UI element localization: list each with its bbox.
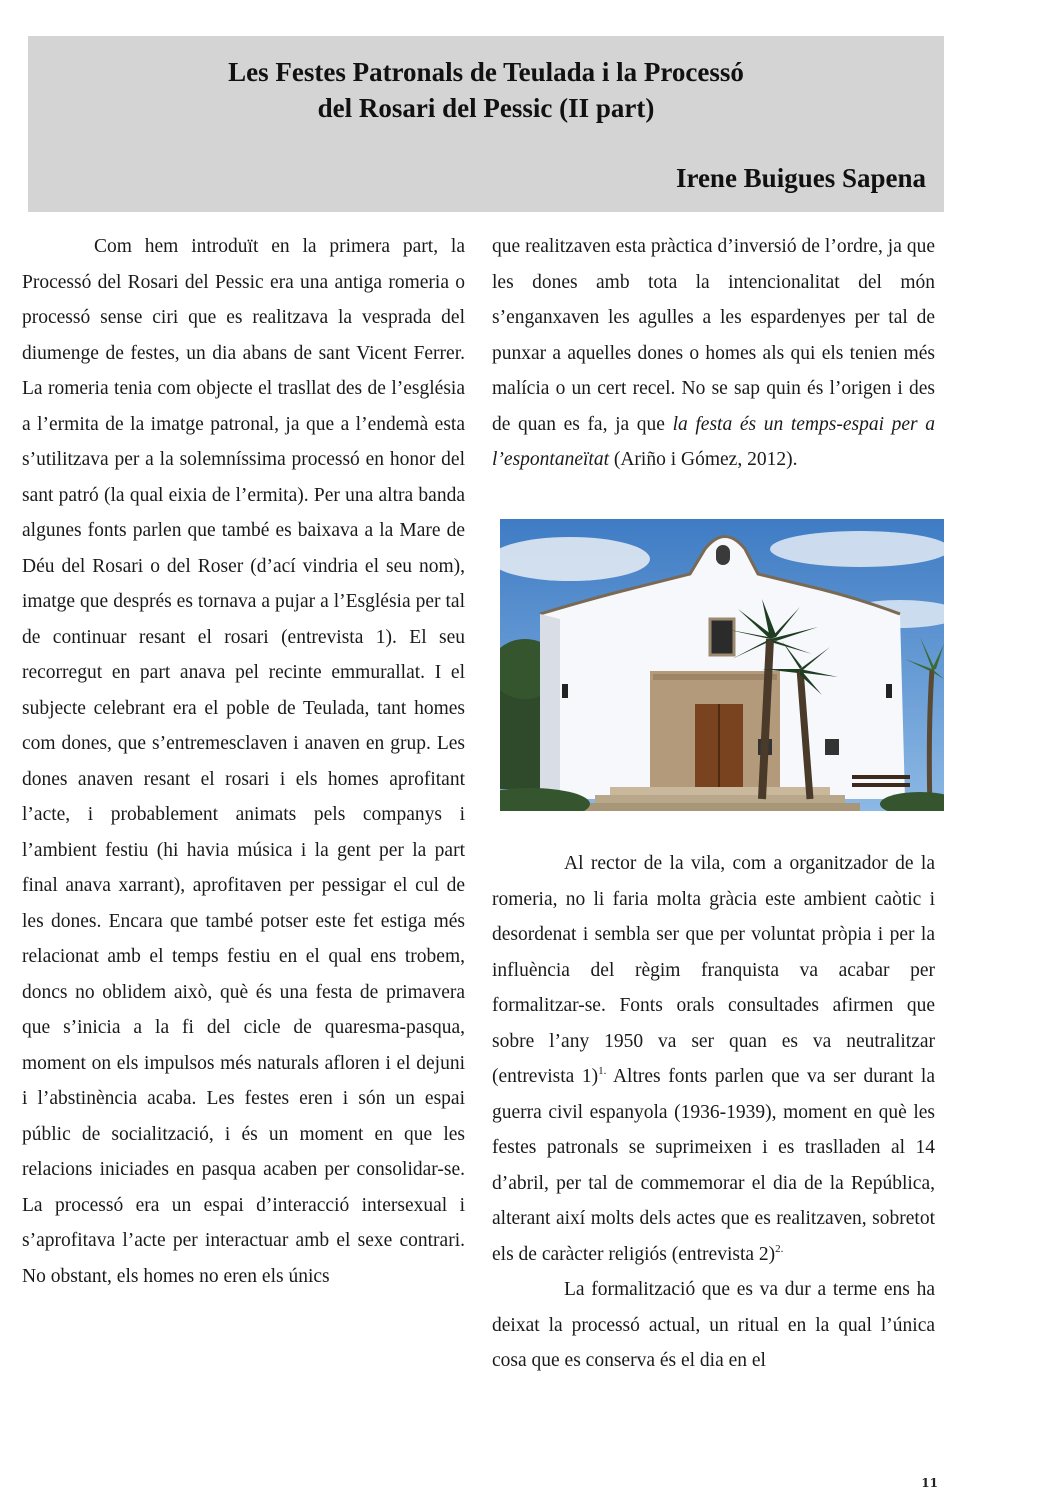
body-paragraph: La formalització que es va dur a terme ens ha deixat la processó actual, un ritual en la qual l’única cosa que es conserva és el dia en el (492, 1279, 935, 1371)
right-column-top (492, 229, 935, 478)
footnote-marker: 2. (775, 1242, 784, 1255)
body-text: que realitzaven esta pràctica d’inversió de l’ordre, ja que les dones amb tota la intencionalitat del món s’enganxaven les agulles a les espardenyes per tal de punxar a aquelles dones o homes als qui els tenien més malícia o un cert recel. No se sap quin és l’origen i des de quan es fa, ja que (492, 236, 935, 435)
body-paragraph (492, 846, 935, 1272)
body-text: Altres fonts parlen que va ser durant la guerra civil espanyola (1936-1939), moment en què les festes patronals se suprimeixen i es traslladen al 14 d’abril, per tal de commemorar el dia de la República, alterant així molts dels actes que es realitzaven, sobretot els de caràcter religiós (entrevista 2) (492, 1066, 935, 1265)
citation-text: (Ariño i Gómez, 2012). (608, 449, 798, 470)
italic-quote: la festa és un temps-espai per a l’espontaneïtat (492, 413, 935, 470)
article-title-line-2: del Rosari del Pessic (II part) (317, 93, 655, 123)
hermitage-illustration (500, 519, 944, 811)
page-number: 11 (921, 1476, 938, 1490)
right-column-bottom (492, 846, 935, 1379)
title-banner (28, 36, 944, 212)
body-paragraph (492, 229, 935, 478)
left-column (22, 229, 465, 1294)
footnote-marker: 1. (598, 1065, 607, 1077)
article-title (28, 54, 944, 126)
hermitage-photo (500, 519, 944, 811)
body-paragraph: Com hem introduït en la primera part, la Processó del Rosari del Pessic era una antiga romeria o processó sense ciri que es realitzava la vesprada del diumenge de festes, un dia abans de sant Vicent Ferrer. La romeria tenia com objecte el trasllat des de l’església a l’ermita de la imatge patronal, ja que a l’endemà esta s’utilitzava per a la solemníssima processó en honor del sant patró (la qual eixia de l’ermita). Per una altra banda algunes fonts parlen que també es baixava a la Mare de Déu del Rosari o del Roser (d’ací vindria el seu nom), imatge que després es tornava a pujar a l’Església per tal de continuar resant el rosari (entrevista 1). El seu recorregut en part anava pel recinte emmurallat. I el subjecte celebrant era el poble de Teulada, tant homes com dones, que s’entremesclaven i anaven en grup. Les dones anaven resant el rosari i els homes aprofitant l’acte, i probablement animats pels companys i l’ambient festiu (hi havia música i la gent per la part final anava xarrant), aprofitaven per pessigar el cul de les dones. Encara que també potser este fet estiga més relacionat amb el temps festiu en el qual ens trobem, doncs no oblidem això, què és una festa de primavera que s’inicia a la fi del cicle de quaresma-pasqua, moment on els impulsos més naturals afloren i el dejuni i l’abstinència acaba. Les festes eren i són un espai públic de socialització, i és un moment en que les relacions iniciades en pasqua acaben per consolidar-se. La processó era un espai d’interacció intersexual i s’aprofitava l’acte per interactuar amb el sexe contrari. No obstant, els homes no eren els únics (22, 236, 465, 1287)
article-author: Irene Buigues Sapena (675, 163, 926, 193)
body-text: Al rector de la vila, com a organitzador de la romeria, no li faria molta gràcia este ambient caòtic i desordenat i sembla ser que per voluntat pròpia i per la influència del règim franquista va acabar per formalitzar-se. Fonts orals consultades afirmen que sobre l’any 1950 va ser quan es va neutralitzar (entrevista 1) (492, 853, 935, 1087)
article-title-line-1: Les Festes Patronals de Teulada i la Processó (228, 57, 744, 87)
